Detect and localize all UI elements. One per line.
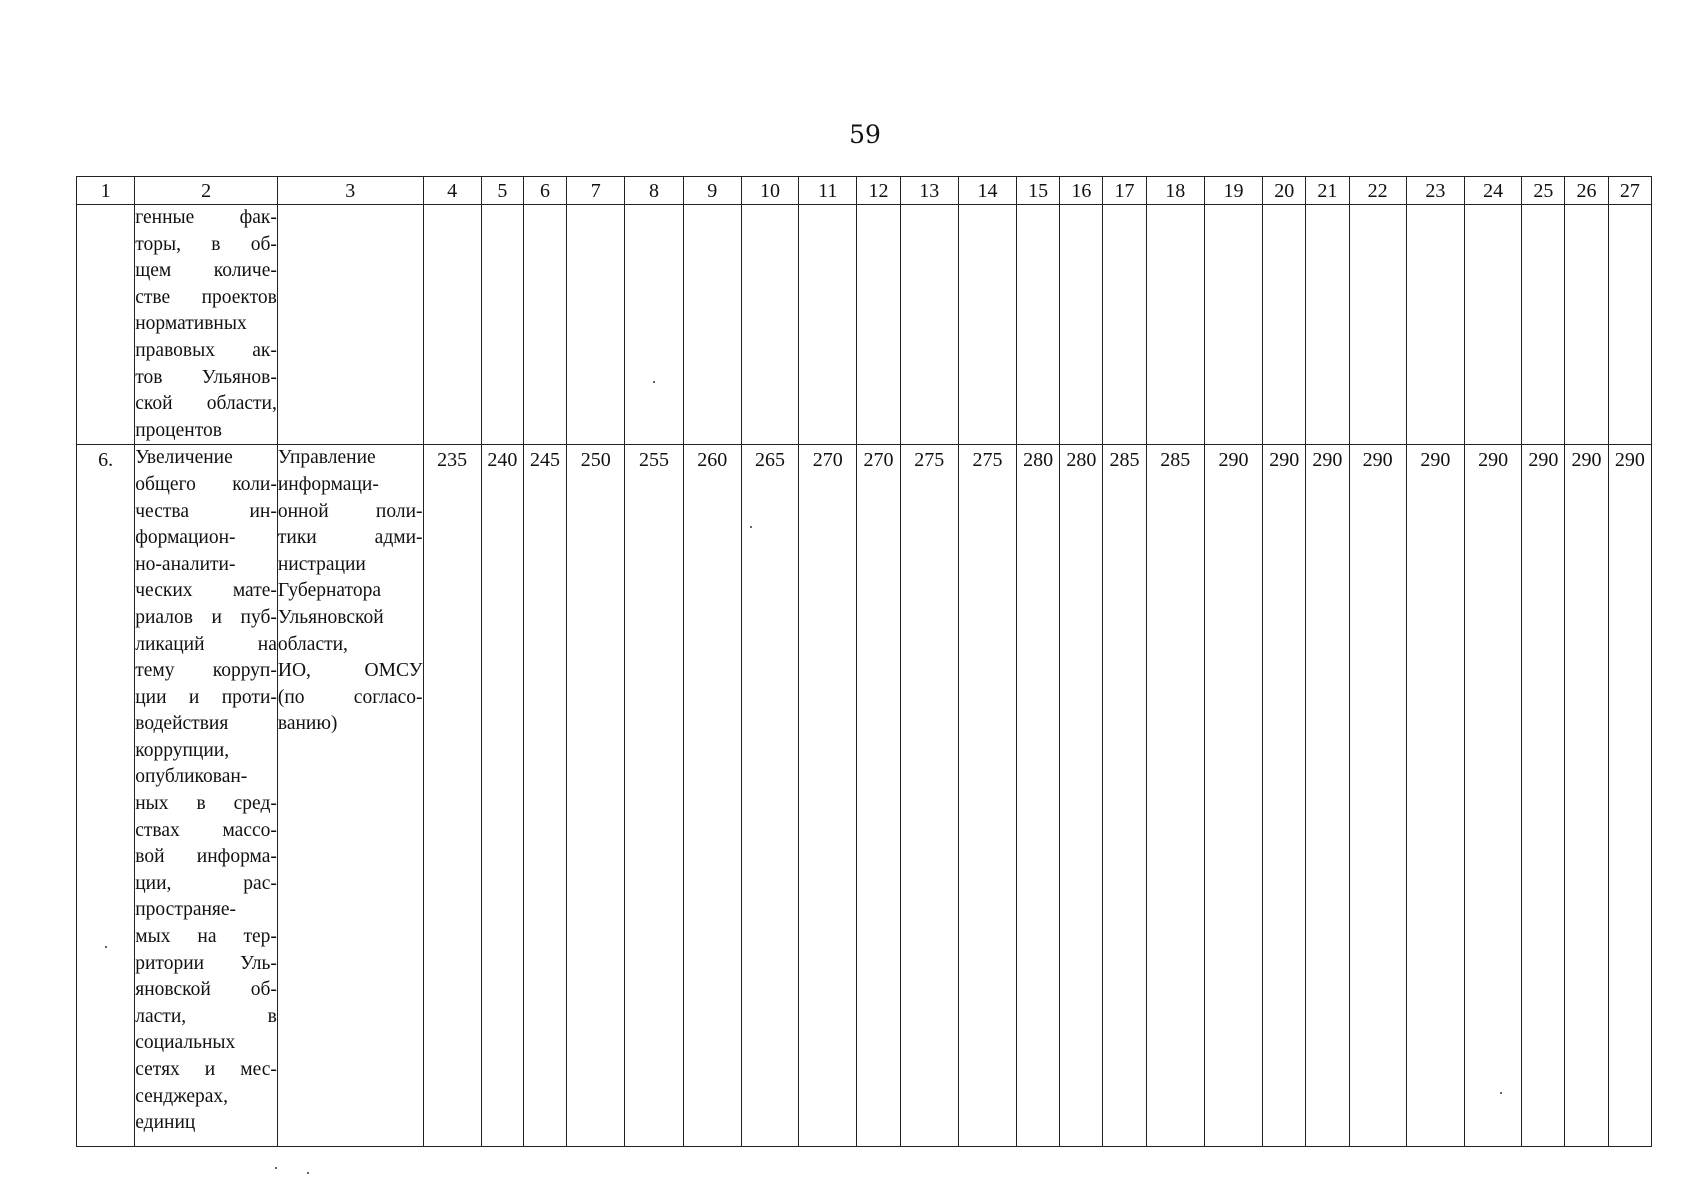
value-cell (1306, 205, 1349, 445)
text-line: сетях и мес- (135, 1059, 277, 1080)
scan-speck (750, 526, 752, 528)
value-cell (1565, 205, 1608, 445)
text-line: Ульяновской (277, 606, 384, 628)
text-line: сенджерах, (135, 1085, 229, 1107)
text-line: ласти, в (135, 1005, 277, 1027)
text-line: стве проектов (135, 286, 277, 308)
value-cell (857, 205, 900, 445)
value-cell: 285 (1146, 445, 1204, 1147)
text-line: водействия (135, 713, 229, 735)
table-row (77, 445, 1652, 1147)
row-number-cell (77, 205, 135, 445)
value-cell (1146, 205, 1204, 445)
column-header: 25 (1522, 177, 1565, 205)
value-cell: 235 (423, 445, 481, 1147)
text-line: ИО, ОМСУ (277, 660, 423, 682)
column-header: 22 (1349, 177, 1406, 205)
value-cell: 290 (1204, 445, 1262, 1147)
value-cell (1608, 205, 1651, 445)
column-header: 13 (900, 177, 958, 205)
value-cell: 275 (900, 445, 958, 1147)
column-header: 3 (277, 177, 423, 205)
column-header: 15 (1017, 177, 1060, 205)
text-line: ствах массо- (135, 819, 277, 841)
text-line: ческих мате- (135, 580, 277, 602)
executor-description (277, 445, 423, 1147)
value-cell (1017, 205, 1060, 445)
value-cell (900, 205, 958, 445)
value-cell (481, 205, 523, 445)
column-header: 24 (1465, 177, 1522, 205)
text-line: тему корруп- (135, 660, 277, 682)
column-header: 18 (1146, 177, 1204, 205)
text-line: общего коли- (135, 473, 277, 495)
text-line: (по согласо- (277, 686, 423, 708)
value-cell (958, 205, 1016, 445)
scan-speck (653, 381, 655, 383)
text-line: генные фак- (135, 207, 277, 228)
text-line: но-аналити- (135, 553, 236, 575)
text-line: ритории Уль- (135, 952, 277, 974)
column-header: 4 (423, 177, 481, 205)
column-header: 12 (857, 177, 900, 205)
text-line: тов Ульянов- (135, 366, 277, 388)
column-header: 8 (625, 177, 683, 205)
column-header: 26 (1565, 177, 1608, 205)
value-cell (1103, 205, 1146, 445)
text-line: вой информа- (135, 846, 277, 868)
text-line: коррупции, (135, 739, 230, 761)
column-header: 1 (77, 177, 135, 205)
text-line: правовых ак- (135, 339, 277, 361)
value-cell: 285 (1103, 445, 1146, 1147)
text-line: ных в сред- (135, 793, 277, 815)
column-header: 7 (567, 177, 625, 205)
indicators-table (76, 176, 1652, 1147)
text-line: тики адми- (277, 527, 423, 549)
value-cell (423, 205, 481, 445)
text-line: социальных (135, 1032, 236, 1054)
text-line: формацион- (135, 527, 236, 549)
text-line: единиц (135, 1112, 196, 1134)
text-line: ликаций на (135, 633, 277, 655)
text-line: риалов и пуб- (135, 606, 277, 628)
column-header: 11 (799, 177, 857, 205)
value-cell: 265 (741, 445, 798, 1147)
header-row (77, 177, 1652, 205)
value-cell: 280 (1017, 445, 1060, 1147)
executor-cell (277, 205, 423, 445)
value-cell (1060, 205, 1103, 445)
value-cell: 290 (1565, 445, 1608, 1147)
text-line: Управление (277, 447, 376, 469)
value-cell: 290 (1306, 445, 1349, 1147)
text-line: чества ин- (135, 500, 277, 522)
column-header: 10 (741, 177, 798, 205)
text-line: ции и проти- (135, 686, 277, 708)
value-cell (799, 205, 857, 445)
column-header: 19 (1204, 177, 1262, 205)
text-line: мых на тер- (135, 926, 277, 948)
text-line: яновской об- (135, 979, 277, 1001)
column-header: 5 (481, 177, 523, 205)
column-header: 20 (1263, 177, 1306, 205)
text-line: области, (277, 633, 348, 655)
value-cell: 245 (523, 445, 566, 1147)
column-header: 14 (958, 177, 1016, 205)
value-cell: 290 (1263, 445, 1306, 1147)
value-cell (1204, 205, 1262, 445)
value-cell: 240 (481, 445, 523, 1147)
value-cell (1263, 205, 1306, 445)
column-header: 9 (683, 177, 741, 205)
value-cell (1522, 205, 1565, 445)
value-cell (567, 205, 625, 445)
value-cell: 250 (567, 445, 625, 1147)
page-number: 59 (849, 120, 881, 149)
value-cell: 255 (625, 445, 683, 1147)
value-cell: 290 (1406, 445, 1464, 1147)
scan-speck (105, 946, 107, 948)
value-cell (741, 205, 798, 445)
text-line: Губернатора (277, 580, 381, 602)
text-line: торы, в об- (135, 233, 277, 255)
column-header: 17 (1103, 177, 1146, 205)
row-number: 6. (77, 445, 135, 1147)
value-cell: 260 (683, 445, 741, 1147)
text-line: щем количе- (135, 260, 277, 282)
column-header: 23 (1406, 177, 1464, 205)
text-line: процентов (135, 419, 222, 441)
text-line: информаци- (277, 473, 379, 495)
value-cell: 280 (1060, 445, 1103, 1147)
value-cell: 290 (1608, 445, 1651, 1147)
value-cell: 275 (958, 445, 1016, 1147)
column-header: 2 (135, 177, 278, 205)
column-header: 21 (1306, 177, 1349, 205)
value-cell: 290 (1465, 445, 1522, 1147)
text-line: ванию) (277, 713, 338, 735)
table-row (77, 205, 1652, 445)
value-cell: 270 (799, 445, 857, 1147)
value-cell (1465, 205, 1522, 445)
column-header: 16 (1060, 177, 1103, 205)
indicator-description (135, 205, 278, 445)
scan-speck (307, 1172, 309, 1174)
text-line: Увеличение (135, 447, 233, 469)
text-line: опубликован- (135, 766, 248, 788)
value-cell (625, 205, 683, 445)
text-line: ции, рас- (135, 872, 277, 894)
text-line: онной поли- (277, 500, 423, 522)
value-cell: 290 (1349, 445, 1406, 1147)
text-line: пространяе- (135, 899, 237, 921)
value-cell: 270 (857, 445, 900, 1147)
column-header: 27 (1608, 177, 1651, 205)
column-header: 6 (523, 177, 566, 205)
scan-speck (1500, 1092, 1502, 1094)
indicator-description (135, 445, 278, 1147)
text-line: ской области, (135, 393, 277, 415)
text-line: нистрации (277, 553, 366, 575)
scan-speck (275, 1167, 277, 1169)
text-line: нормативных (135, 313, 247, 335)
value-cell: 290 (1522, 445, 1565, 1147)
value-cell (1349, 205, 1406, 445)
value-cell (1406, 205, 1464, 445)
value-cell (683, 205, 741, 445)
value-cell (523, 205, 566, 445)
